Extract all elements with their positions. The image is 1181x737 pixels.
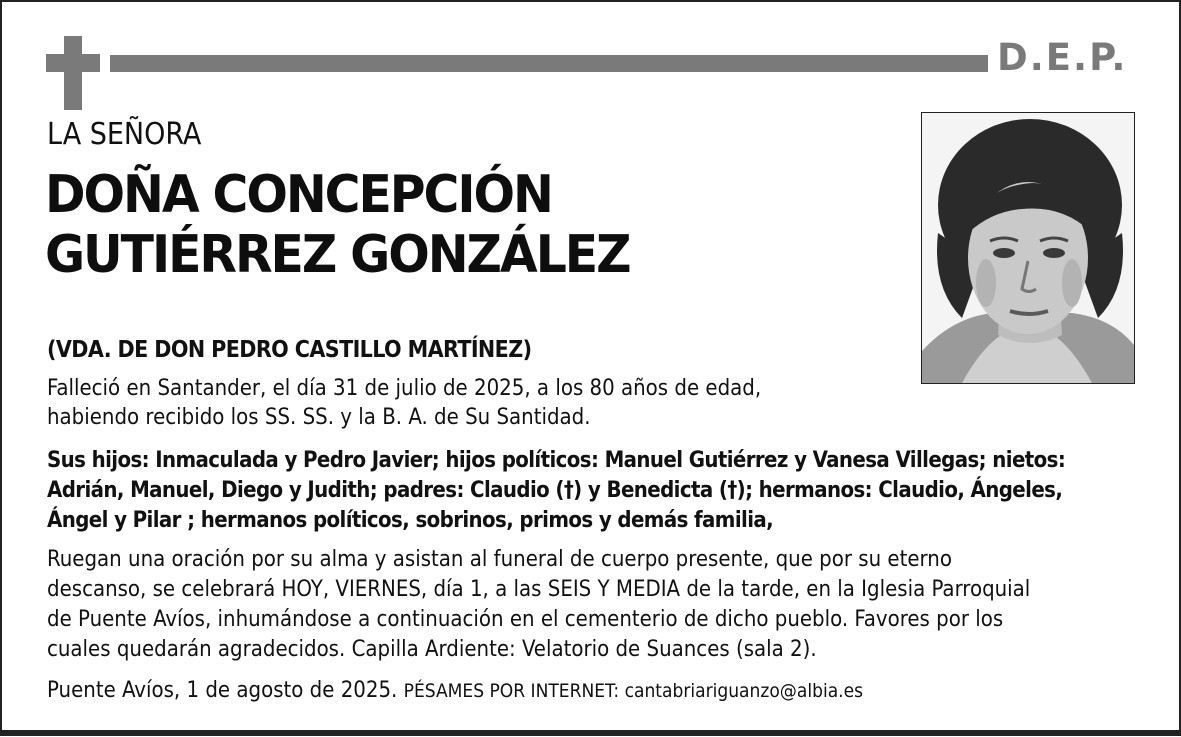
cross-icon [46, 36, 100, 110]
funeral-line: descanso, se celebrará HOY, VIERNES, día 1, a las SEIS Y MEDIA de la tarde, en la Iglesia Parroquial [47, 577, 1031, 602]
header-rule [110, 55, 988, 72]
condolences-email: PÉSAMES POR INTERNET: cantabriariguanzo@albia.es [403, 680, 864, 702]
family-line: Adrián, Manuel, Diego y Judith; padres: Claudio (†) y Benedicta (†); hermanos: Claudio, Ángeles, [47, 478, 1063, 503]
portrait-illustration [922, 113, 1134, 383]
name-line-2: GUTIÉRREZ GONZÁLEZ [45, 225, 630, 285]
family-line: Ángel y Pilar ; hermanos políticos, sobrinos, primos y demás familia, [47, 508, 774, 533]
death-notice-line: Falleció en Santander, el día 31 de julio de 2025, a los 80 años de edad, [47, 376, 762, 401]
dep-label: D.E.P. [997, 36, 1128, 79]
footer [47, 676, 1137, 706]
family-line: Sus hijos: Inmaculada y Pedro Javier; hijos políticos: Manuel Gutiérrez y Vanesa Villegas; nietos: [47, 448, 1066, 473]
death-notice-line: habiendo recibido los SS. SS. y la B. A. de Su Santidad. [47, 405, 591, 430]
deceased-name [45, 165, 629, 285]
portrait-photo [921, 112, 1135, 384]
widow-of: (VDA. DE DON PEDRO CASTILLO MARTÍNEZ) [47, 337, 532, 363]
funeral-line: de Puente Avíos, inhumándose a continuación en el cementerio de dicho pueblo. Favores por los [47, 607, 1004, 632]
death-notice [47, 374, 1137, 432]
place-date: Puente Avíos, 1 de agosto de 2025. [47, 678, 398, 703]
name-line-1: DOÑA CONCEPCIÓN [45, 165, 552, 225]
family-list [47, 446, 1137, 536]
funeral-details [47, 545, 1137, 665]
funeral-line: Ruegan una oración por su alma y asistan al funeral de cuerpo presente, que por su eterno [47, 547, 952, 572]
honorific: LA SEÑORA [47, 117, 202, 152]
funeral-line: cuales quedarán agradecidos. Capilla Ardiente: Velatorio de Suances (sala 2). [47, 637, 817, 662]
